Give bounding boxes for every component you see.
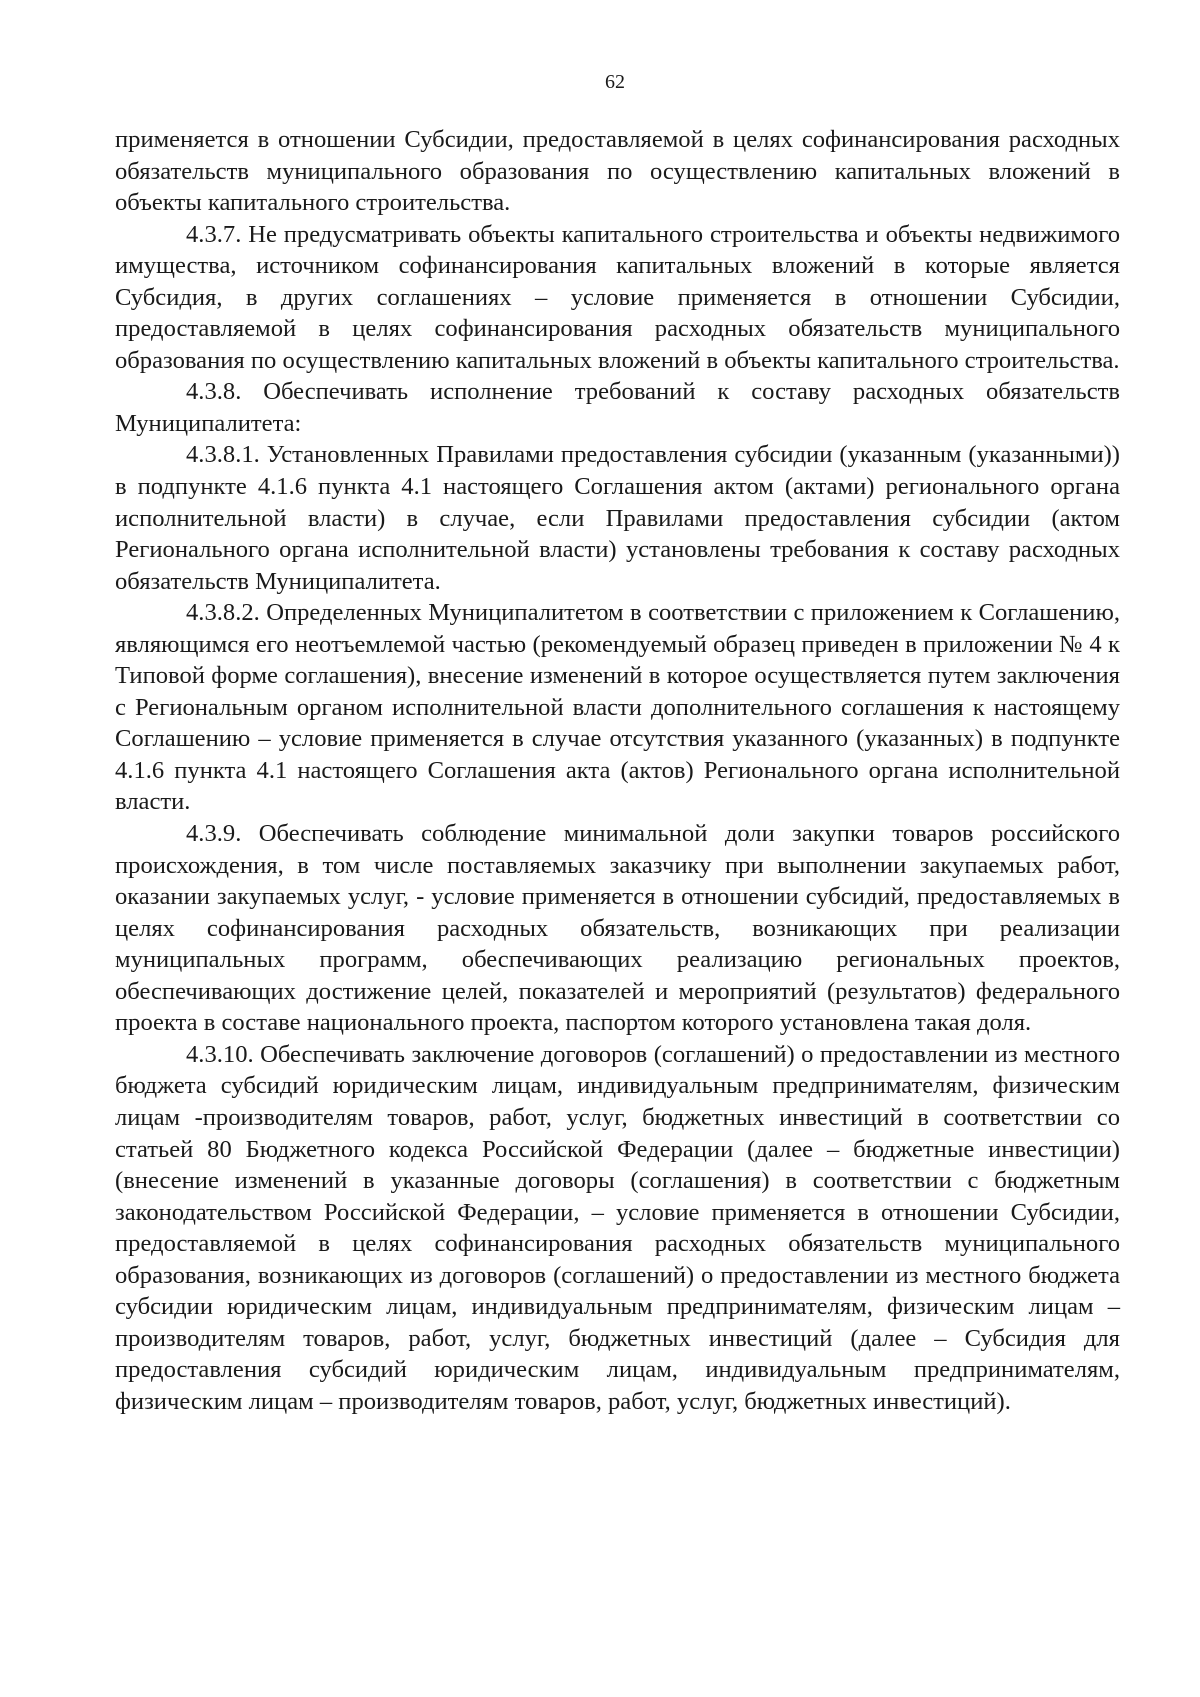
paragraph-4-3-10: 4.3.10. Обеспечивать заключение договоров (соглашений) о предоставлении из местного бюджета субсидий юридическим лицам, индивидуальным предпринимателям, физическим лицам -производителям товаров, работ, услуг, бюджетных инвестиций в соответствии со статьей 80 Бюджетного кодекса Российской Федерации (далее – бюджетные инвестиции) (внесение изменений в указанные договоры (соглашения) в соответствии с бюджетным законодательством Российской Федерации, – условие применяется в отношении Субсидии, предоставляемой в целях софинансирования расходных обязательств муниципального образования, возникающих из договоров (соглашений) о предоставлении из местного бюджета субсидии юридическим лицам, индивидуальным предпринимателям, физическим лицам – производителям товаров, работ, услуг, бюджетных инвестиций (далее – Субсидия для предоставления субсидий юридическим лицам, индивидуальным предпринимателям, физическим лицам – производителям товаров, работ, услуг, бюджетных инвестиций). [115,1040,1120,1415]
paragraph-4-3-9: 4.3.9. Обеспечивать соблюдение минимальной доли закупки товаров российского происхождения, в том числе поставляемых заказчику при выполнении закупаемых работ, оказании закупаемых услуг, - условие применяется в отношении субсидий, предоставляемых в целях софинансирования расходных обязательств, возникающих при реализации муниципальных программ, обеспечивающих реализацию региональных проектов, обеспечивающих достижение целей, показателей и мероприятий (результатов) федерального проекта в составе национального проекта, паспортом которого установлена такая доля. [115,820,1120,1037]
paragraph-4-3-8-1: 4.3.8.1. Установленных Правилами предоставления субсидии (указанным (указанными)) в подпункте 4.1.6 пункта 4.1 настоящего Соглашения актом (актами) регионального органа исполнительной власти) в случае, если Правилами предоставления субсидии (актом Регионального органа исполнительной власти) установлены требования к составу расходных обязательств Муниципалитета. [115,441,1120,595]
document-body [115,124,1120,1417]
page-number: 62 [605,71,625,93]
paragraph-4-3-7: 4.3.7. Не предусматривать объекты капитального строительства и объекты недвижимого имущества, источником софинансирования капитальных вложений в которые является Субсидия, в других соглашениях – условие применяется в отношении Субсидии, предоставляемой в целях софинансирования расходных обязательств муниципального образования по осуществлению капитальных вложений в объекты капитального строительства. [115,220,1120,374]
paragraph-continuation: применяется в отношении Субсидии, предоставляемой в целях софинансирования расходных обязательств муниципального образования по осуществлению капитальных вложений в объекты капитального строительства. [115,126,1120,217]
paragraph-4-3-8: 4.3.8. Обеспечивать исполнение требований к составу расходных обязательств Муниципалитета: [115,378,1120,437]
paragraph-4-3-8-2: 4.3.8.2. Определенных Муниципалитетом в соответствии с приложением к Соглашению, являющимся его неотъемлемой частью (рекомендуемый образец приведен в приложении № 4 к Типовой форме соглашения), внесение изменений в которое осуществляется путем заключения с Региональным органом исполнительной власти дополнительного соглашения к настоящему Соглашению – условие применяется в случае отсутствия указанного (указанных) в подпункте 4.1.6 пункта 4.1 настоящего Соглашения акта (актов) Регионального органа исполнительной власти. [115,599,1120,816]
